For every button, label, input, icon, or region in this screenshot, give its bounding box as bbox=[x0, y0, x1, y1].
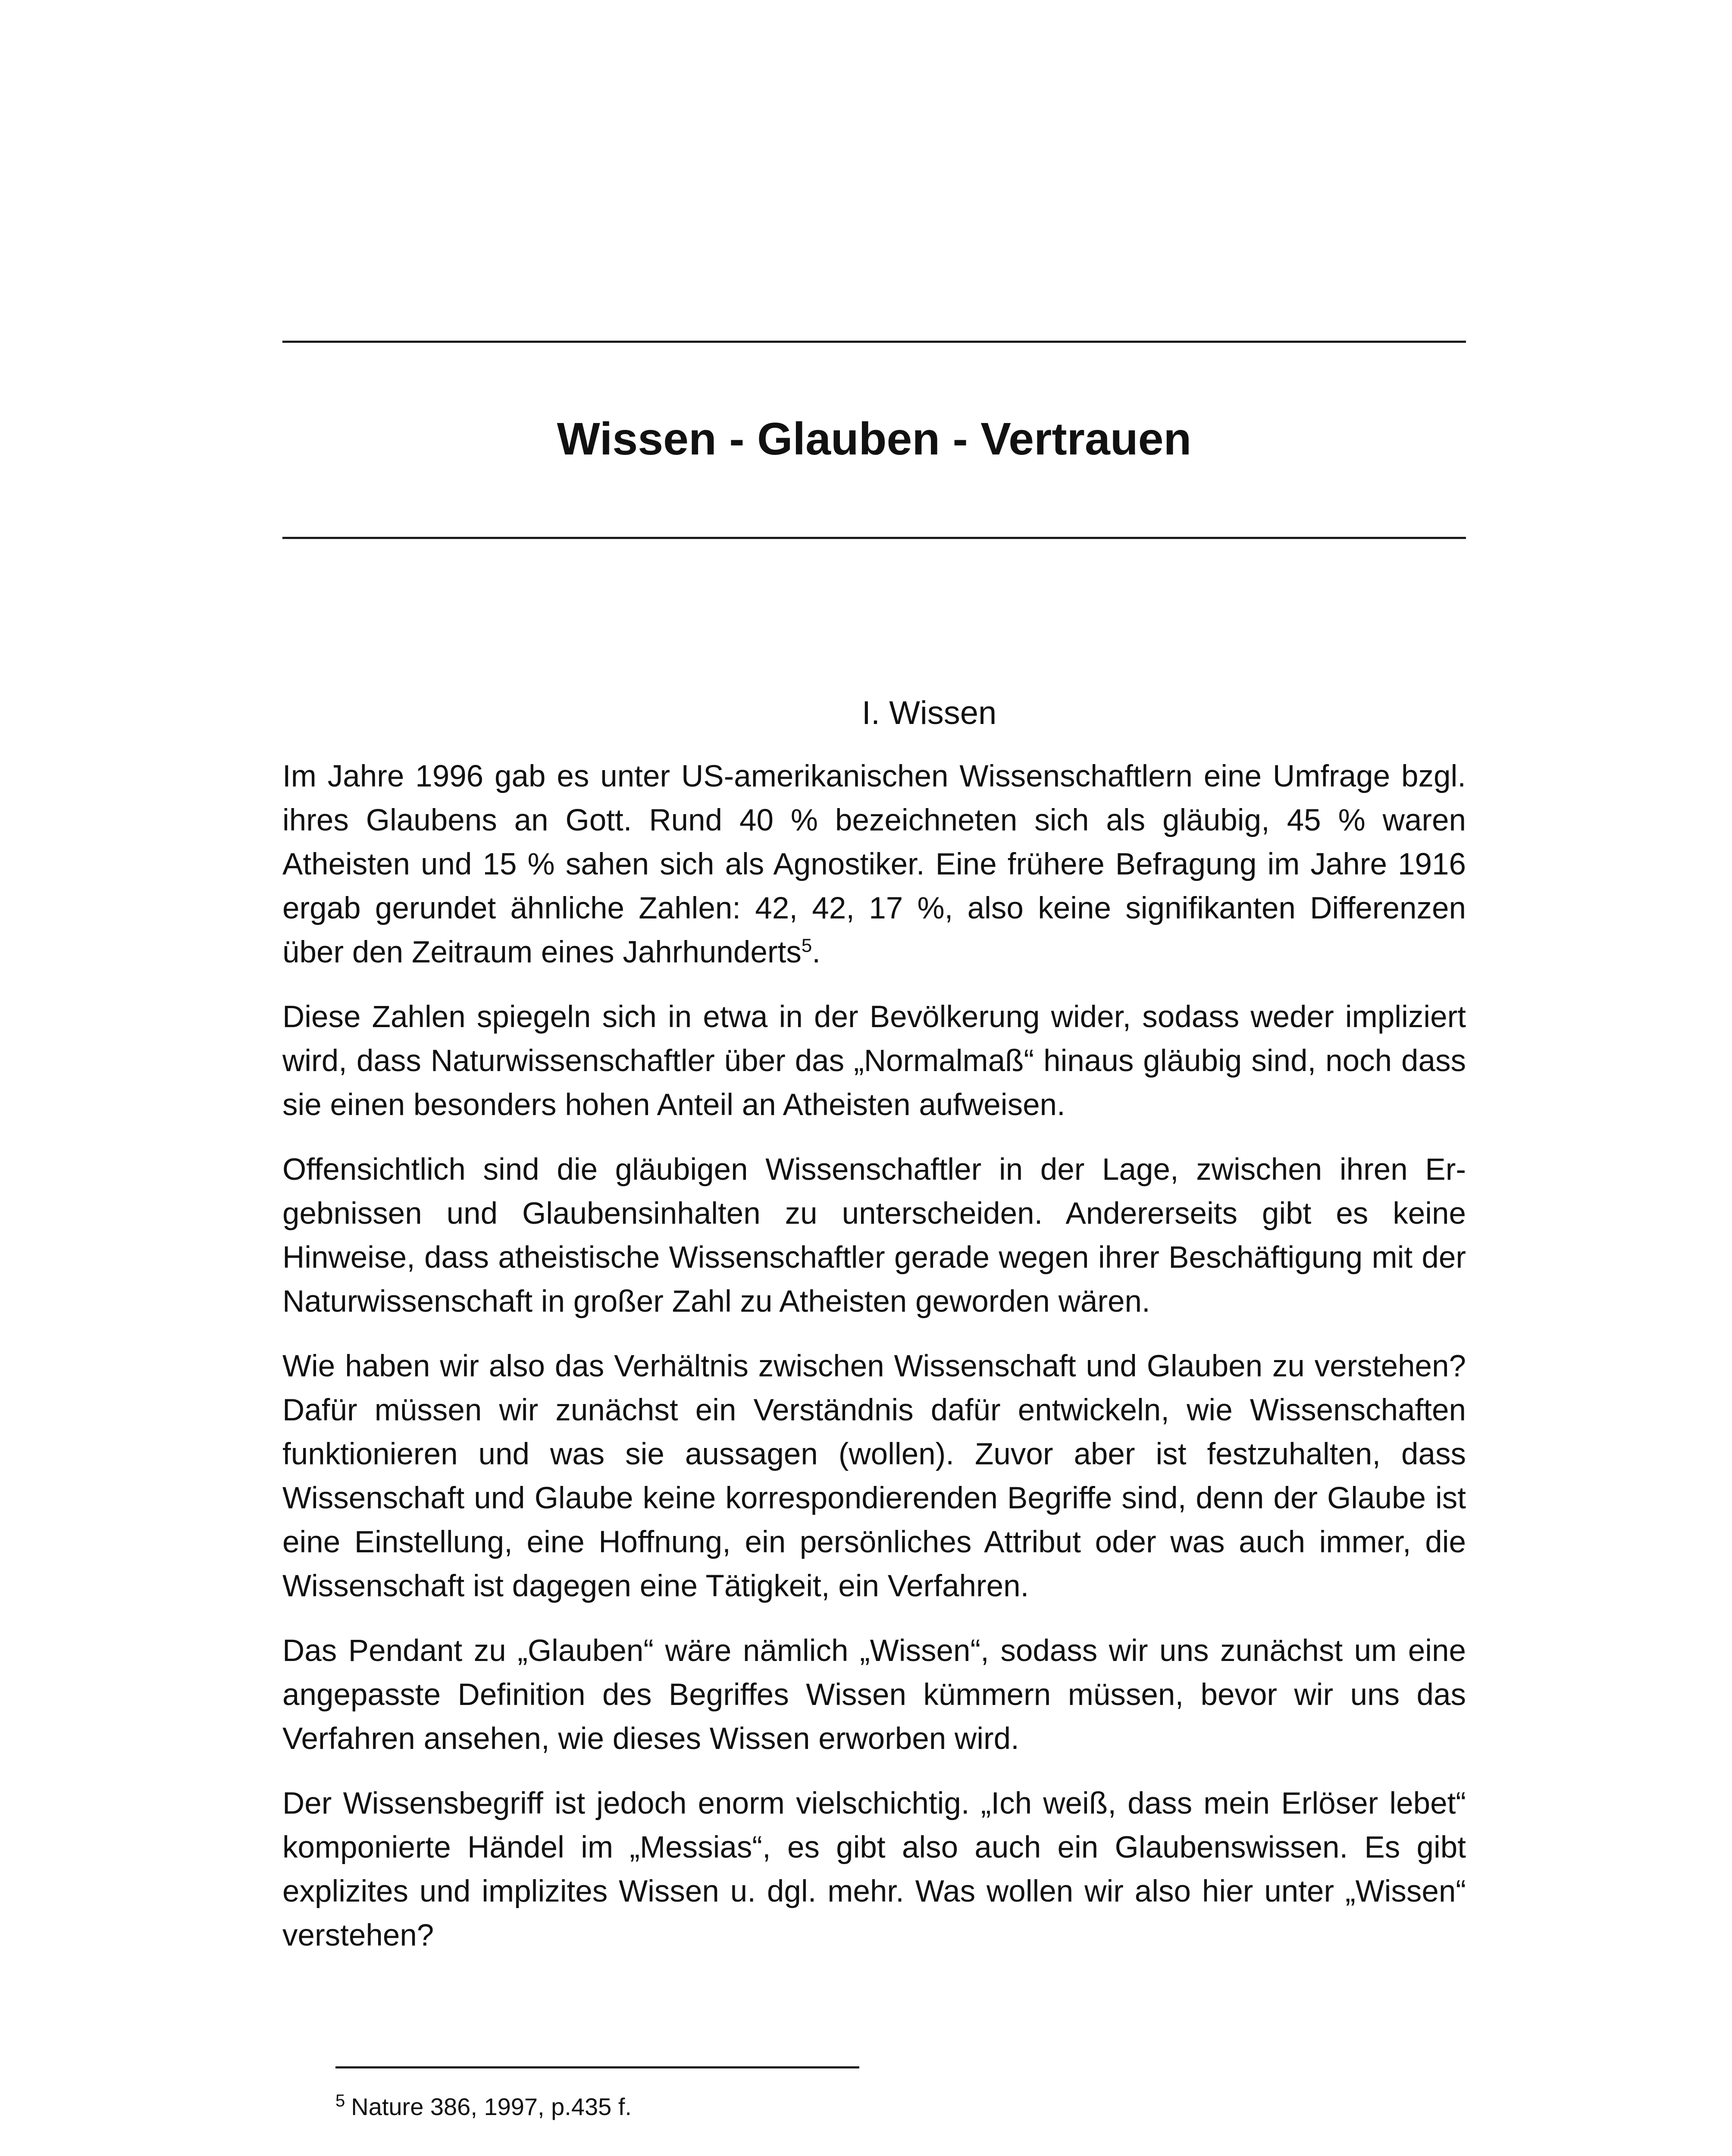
paragraph-4: Wie haben wir also das Verhältnis zwischen Wissenschaft und Glauben zu verstehen? Dafür müssen wir zunächst ein Verständnis dafür entwickeln, wie Wissenschaften funktionieren und was sie aussagen (wollen). Zuvor aber ist festzuhalten, dass Wissenschaft und Glaube keine korrespondierenden Begriffe sind, denn der Glaube ist eine Einstellung, eine Hoffnung, ein persönliches Attribut oder was auch immer, die Wissenschaft ist dagegen eine Tätigkeit, ein Verfahren. bbox=[282, 1349, 1466, 1603]
paragraph-5: Das Pendant zu „Glauben“ wäre nämlich „Wissen“, sodass wir uns zunächst um eine angepasste Definition des Begriffes Wissen kümmern müssen, bevor wir uns das Verfahren ansehen, wie dieses Wissen erworben wird. bbox=[282, 1634, 1466, 1756]
paragraph-6: Der Wissensbegriff ist jedoch enorm vielschichtig. „Ich weiß, dass mein Erlöser lebet“ komponierte Händel im „Messias“, es gibt also auch ein Glaubenswissen. Es gibt explizites und implizites Wissen u. dgl. mehr. Was wollen wir also hier unter „Wissen“ verstehen? bbox=[282, 1786, 1466, 1952]
paragraph-3: Offensichtlich sind die gläubigen Wissenschaftler in der Lage, zwischen ihren Ergebnissen und Glaubensinhalten zu unterscheiden. Andererseits gibt es keine Hinweise, dass atheistische Wissenschaftler gerade wegen ihrer Beschäftigung mit der Naturwissenschaft in großer Zahl zu Atheisten geworden wären. bbox=[282, 1153, 1466, 1319]
footnote bbox=[335, 2092, 632, 2121]
title-top-rule bbox=[282, 341, 1466, 343]
footnote-text: Nature 386, 1997, p.435 f. bbox=[351, 2093, 632, 2120]
section-heading: I. Wissen bbox=[861, 695, 997, 731]
paragraph-1-end: . bbox=[812, 935, 821, 969]
title-bottom-rule bbox=[282, 537, 1466, 539]
footnote-number: 5 bbox=[335, 2091, 345, 2111]
paragraph-2: Diese Zahlen spiegeln sich in etwa in der Bevölkerung wider, sodass weder impliziert wird, dass Naturwissenschaftler über das „Normalmaß“ hinaus gläubig sind, noch dass sie einen besonders hohen Anteil an Atheisten aufweisen. bbox=[282, 1000, 1466, 1122]
footnote-separator bbox=[335, 2066, 859, 2068]
body-text bbox=[282, 755, 1466, 1978]
chapter-title: Wissen - Glauben - Vertrauen bbox=[557, 414, 1192, 464]
footnote-reference[interactable]: 5 bbox=[801, 935, 812, 956]
paragraph-1-text: Im Jahre 1996 gab es unter US-amerikanischen Wissenschaftlern eine Umfrage bzgl. ihres Glaubens an Gott. Rund 40 % bezeichneten sich als gläubig, 45 % waren Atheisten und 15 % sahen sich als Agnostiker. Eine frühere Befragung im Jahre 1916 ergab gerundet ähnliche Zahlen: 42, 42, 17 %, also keine signifikanten Differenzen über den Zeitraum eines Jahrhunderts bbox=[282, 759, 1466, 969]
paragraph-1 bbox=[282, 755, 1466, 975]
